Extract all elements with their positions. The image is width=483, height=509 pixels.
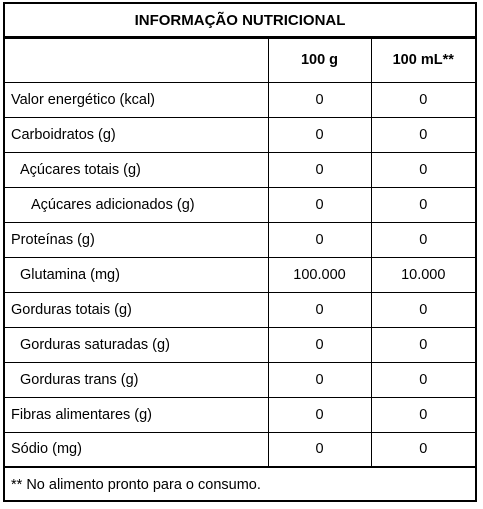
- nutrient-name: Açúcares adicionados (g): [5, 187, 268, 222]
- table-row: [5, 187, 475, 222]
- value-per-100g: 0: [268, 82, 371, 117]
- value-per-100g: 0: [268, 222, 371, 257]
- value-per-100ml: 0: [371, 362, 475, 397]
- value-per-100g: 0: [268, 187, 371, 222]
- table-row: [5, 257, 475, 292]
- value-per-100g: 0: [268, 117, 371, 152]
- value-per-100ml: 0: [371, 117, 475, 152]
- value-per-100g: 0: [268, 397, 371, 432]
- nutrient-name: Açúcares totais (g): [5, 152, 268, 187]
- value-per-100ml: 10.000: [371, 257, 475, 292]
- table-row: [5, 327, 475, 362]
- table-row: [5, 222, 475, 257]
- nutrient-name: Carboidratos (g): [5, 117, 268, 152]
- header-per-100ml: 100 mL**: [371, 39, 475, 82]
- value-per-100ml: 0: [371, 432, 475, 467]
- value-per-100g: 0: [268, 327, 371, 362]
- value-per-100g: 0: [268, 292, 371, 327]
- value-per-100g: 0: [268, 152, 371, 187]
- table-row: [5, 362, 475, 397]
- value-per-100g: 0: [268, 432, 371, 467]
- nutrient-name: Glutamina (mg): [5, 257, 268, 292]
- table-row: [5, 397, 475, 432]
- nutrition-table: [5, 39, 475, 468]
- value-per-100ml: 0: [371, 292, 475, 327]
- value-per-100ml: 0: [371, 397, 475, 432]
- nutrient-name: Proteínas (g): [5, 222, 268, 257]
- nutrient-name: Gorduras trans (g): [5, 362, 268, 397]
- table-row: [5, 432, 475, 467]
- value-per-100ml: 0: [371, 152, 475, 187]
- nutrient-name: Valor energético (kcal): [5, 82, 268, 117]
- nutrient-name: Fibras alimentares (g): [5, 397, 268, 432]
- value-per-100g: 0: [268, 362, 371, 397]
- footnote: ** No alimento pronto para o consumo.: [11, 477, 261, 493]
- nutrition-facts-label: [3, 2, 477, 502]
- label-title: INFORMAÇÃO NUTRICIONAL: [5, 4, 475, 39]
- table-row: [5, 152, 475, 187]
- table-row: [5, 292, 475, 327]
- value-per-100g: 100.000: [268, 257, 371, 292]
- value-per-100ml: 0: [371, 222, 475, 257]
- nutrient-name: Gorduras totais (g): [5, 292, 268, 327]
- value-per-100ml: 0: [371, 327, 475, 362]
- header-per-100g: 100 g: [268, 39, 371, 82]
- table-row: [5, 117, 475, 152]
- value-per-100ml: 0: [371, 187, 475, 222]
- table-header-row: [5, 39, 475, 82]
- value-per-100ml: 0: [371, 82, 475, 117]
- table-row: [5, 82, 475, 117]
- nutrient-name: Sódio (mg): [5, 432, 268, 467]
- header-nutrient: [5, 39, 268, 82]
- nutrient-name: Gorduras saturadas (g): [5, 327, 268, 362]
